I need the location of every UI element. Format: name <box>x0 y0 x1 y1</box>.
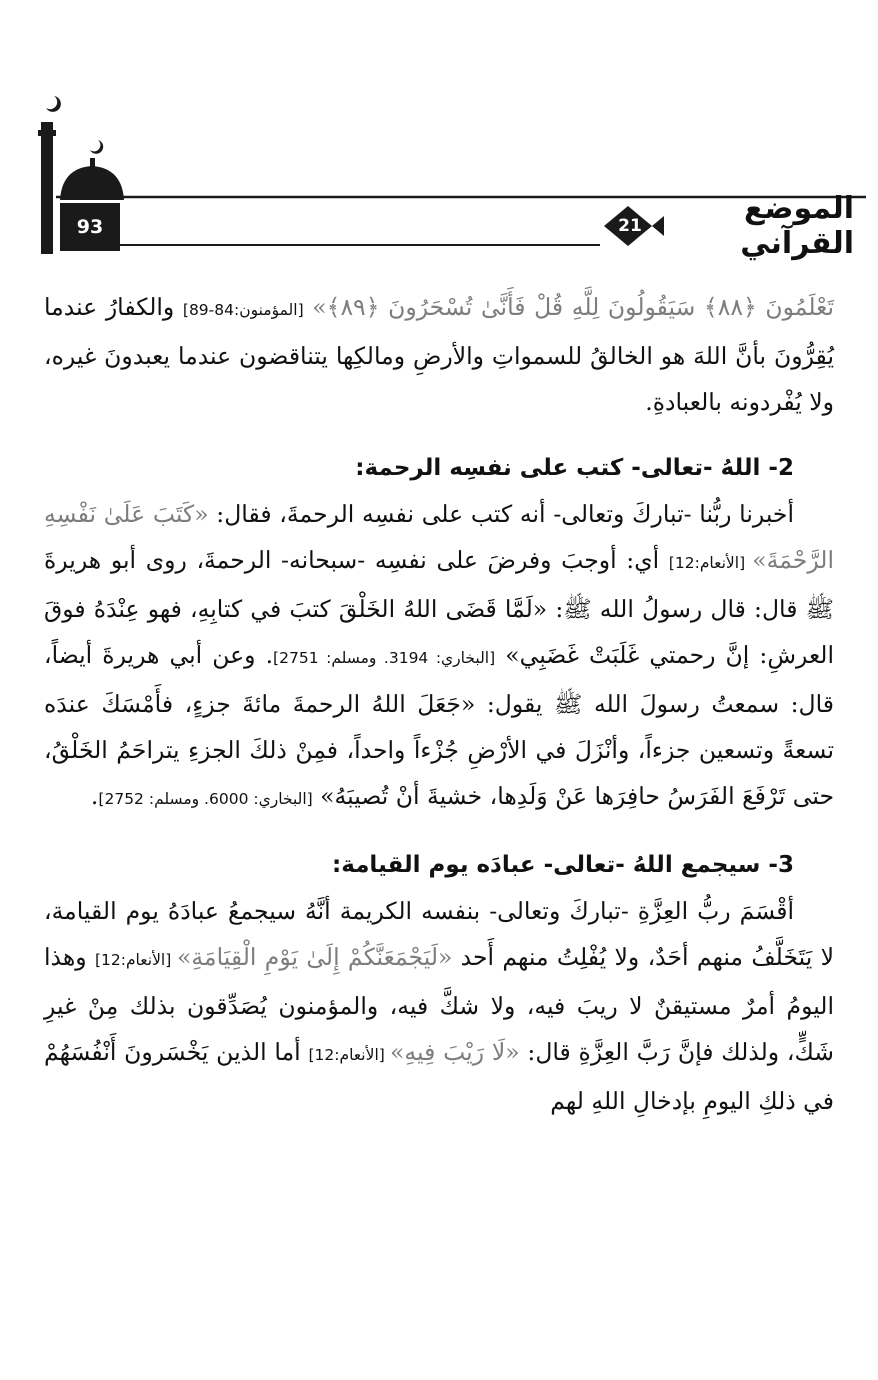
page-body <box>44 284 834 1124</box>
chapter-number: 21 <box>618 216 642 236</box>
dome-icon <box>60 140 124 200</box>
paragraph-text: أما الذين يَخْسَرونَ أَنْفُسَهُمْ في ذلكِ اليومِ بإدخالِ اللهِ لهم <box>44 1038 834 1115</box>
page-number: 93 <box>76 216 104 238</box>
reference: [الأنعام:12] <box>308 1046 391 1064</box>
reference: [الأنعام:12] <box>668 554 753 572</box>
paragraph-1 <box>44 284 834 425</box>
reference: [المؤمنون:84-89] <box>182 301 304 319</box>
minaret-icon <box>38 96 61 254</box>
paragraph-text: والكفارُ عندما يُقِرُّونَ بأنَّ اللهَ هو الخالقُ للسمواتِ والأرضِ ومالكِها يتناقضون عندما يعبدونَ غيره، ولا يُفْردونه بالعبادةِ. <box>44 293 834 416</box>
header-title: الموضع القرآني <box>740 191 854 261</box>
paragraph-text: أي: أوجبَ وفرضَ على نفسِه -سبحانه- الرحمةَ، روى أبو هريرةَ ﷺ قال: قال رسولُ الله ﷺ: «لَمَّا قَضَى اللهُ الخَلْقَ كتبَ في كتابِهِ، فهو عِنْدَهُ فوقَ العرشِ: إنَّ رحمتي غَلَبَتْ غَضَبِي» <box>44 546 834 669</box>
paragraph-text: أقْسَمَ ربُّ العِزَّةِ -تباركَ وتعالى- بنفسه الكريمة أنَّهُ سيجمعُ عبادَهُ يوم القيامة، لا يَتَخَلَّفُ منهم أحَدٌ، ولا يُفْلِتُ منهم أَحد <box>44 897 834 971</box>
quran-verse: «لَيَجْمَعَنَّكُمْ إِلَىٰ يَوْمِ الْقِيَامَةِ» <box>177 943 453 971</box>
paragraph-text: أخبرنا ربُّنا -تباركَ وتعالى- أنه كتب على نفسِه الرحمةَ، فقال: <box>208 500 794 528</box>
paragraph-3 <box>44 888 834 1124</box>
paragraph-text: . <box>90 782 99 810</box>
quran-verse: «لَا رَيْبَ فِيهِ» <box>390 1038 520 1066</box>
section-heading-2: 2- اللهُ -تعالى- كتب على نفسِه الرحمة: <box>355 455 794 481</box>
quran-verse: «كَتَبَ عَلَىٰ نَفْسِهِ الرَّحْمَةَ» <box>44 500 834 574</box>
quran-verse: تَعْلَمُونَ ﴿٨٨﴾ سَيَقُولُونَ لِلَّهِ قُلْ فَأَنَّىٰ تُسْحَرُونَ ﴿٨٩﴾» <box>312 293 834 321</box>
reference: [البخاري: 3194. ومسلم: 2751] <box>273 649 496 667</box>
paragraph-text: . وعن أبي هريرةَ أيضاً، قال: سمعتُ رسولَ الله ﷺ يقول: «جَعَلَ اللهُ الرحمةَ مائةَ جزءٍ، فأَمْسَكَ عندَه تسعةً وتسعين جزءاً، وأنْزَلَ في الأرْضِ جُزْءاً واحداً، فمِنْ ذلكَ الجزءِ يتراحَمُ الخَلْقُ، حتى تَرْفَعَ الفَرَسُ حافِرَها عَنْ وَلَدِها، خشيةَ أنْ تُصيبَهُ» <box>44 641 834 810</box>
paragraph-2 <box>44 491 834 822</box>
section-heading-3: 3- سيجمع اللهُ -تعالى- عبادَه يوم القيامة: <box>332 852 794 878</box>
reference: [البخاري: 6000. ومسلم: 2752] <box>98 790 313 808</box>
reference: [الأنعام:12] <box>94 951 178 969</box>
page-header <box>0 0 878 270</box>
paragraph-text: وهذا اليومُ أمرٌ مستيقنٌ لا ريبَ فيه، ولا شكَّ فيه، والمؤمنون يُصَدِّقون بذلك مِنْ غيرِ شَكٍّ، ولذلك فإنَّ رَبَّ العِزَّةِ قال: <box>44 943 834 1066</box>
